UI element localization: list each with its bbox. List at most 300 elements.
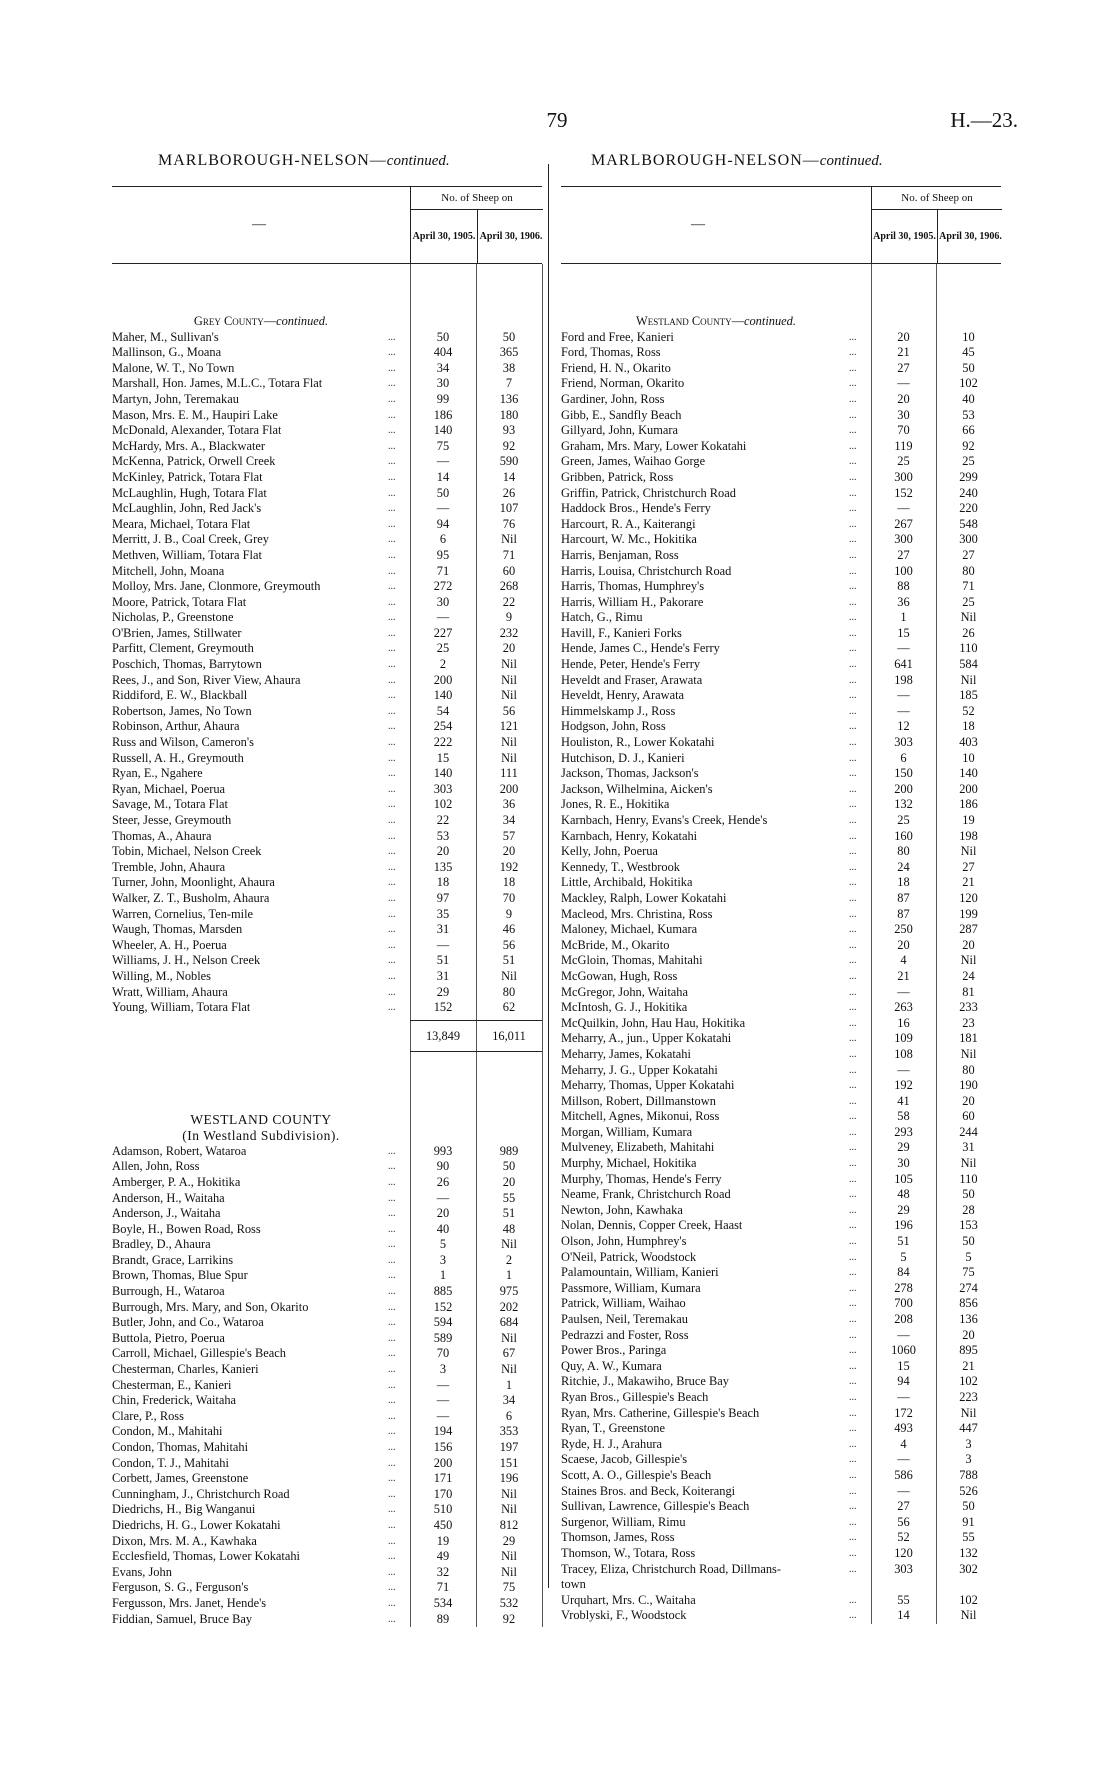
leader-dots: ... [388,1002,396,1014]
value-1905: 35 [436,906,450,921]
value-1905: — [897,1483,910,1498]
leader-dots: ... [388,1208,396,1220]
value-1905: 30 [897,407,910,422]
leader-dots: ... [388,1301,396,1313]
value-1905: — [436,1408,450,1423]
row-name: Ryan, T., Greenstone [561,1421,665,1436]
leader-dots: ... [388,1410,396,1422]
leader-dots: ... [388,1254,396,1266]
row-name: Russ and Wilson, Cameron's [112,735,254,750]
value-1905: 22 [436,813,450,827]
westland-continued-heading [561,314,871,330]
table-row [561,907,1001,923]
value-1906: 70 [502,890,516,905]
leader-dots: ... [849,1345,857,1357]
value-1905: 53 [436,828,450,843]
table-row [561,345,1001,361]
table-row [112,1502,542,1518]
value-1905: 510 [433,1502,453,1517]
table-row [112,376,542,392]
row-name: Martyn, John, Teremakau [112,391,239,406]
table-row [112,922,542,938]
row-name: Gillyard, John, Kumara [561,423,678,438]
value-1905: 14 [436,469,450,484]
value-1906: 20 [962,1093,975,1108]
row-name: Heveldt, Henry, Arawata [561,688,685,703]
value-1906: 26 [502,485,516,500]
value-1905: 200 [894,781,913,796]
value-1906: 140 [959,766,978,781]
value-1905: 156 [433,1440,453,1454]
leader-dots: ... [388,1457,396,1469]
value-1906: 34 [502,813,516,827]
value-1906: 28 [962,1202,975,1217]
table-row [561,517,1001,533]
row-name: Ryan Bros., Gillespie's Beach [561,1389,709,1404]
value-1906: Nil [501,750,517,765]
leader-dots: ... [849,1220,857,1232]
leader-dots: ... [849,347,857,359]
row-name: Anderson, H., Waitaha [112,1190,225,1205]
table-row [561,1328,1001,1344]
value-1906: 268 [499,579,519,594]
value-1905: 71 [436,563,450,578]
value-1906: 200 [959,781,978,796]
row-name: Macleod, Mrs. Christina, Ross [561,906,713,921]
leader-dots: ... [849,877,857,889]
leader-dots: ... [388,1364,396,1376]
table-row [112,1596,542,1612]
table-row [561,1312,1001,1328]
value-1906: 27 [962,547,975,562]
leader-dots: ... [849,674,857,686]
leader-dots: ... [388,1332,396,1344]
table-row [112,813,542,829]
table-row [561,610,1001,626]
table-row [561,595,1001,611]
leader-dots: ... [849,1064,857,1076]
row-name: Harris, Benjaman, Ross [561,547,679,562]
table-row [112,969,542,985]
value-1906: 895 [959,1343,978,1358]
value-1906: 55 [502,1190,516,1205]
table-row [112,673,542,689]
leader-dots: ... [388,487,396,499]
table-row [112,517,542,533]
row-name: Power Bros., Paringa [561,1343,667,1358]
leader-dots: ... [849,1282,857,1294]
value-1905: — [436,937,450,952]
row-name: McKinley, Patrick, Totara Flat [112,469,263,484]
report-reference: H.—23. [950,108,1018,132]
row-name: Diedrichs, H. G., Lower Kokatahi [112,1517,281,1532]
value-1905: 20 [897,391,910,406]
row-name: Parfitt, Clement, Greymouth [112,641,254,656]
row-name: Harcourt, R. A., Kaiterangi [561,516,696,531]
value-1905: 6 [439,532,447,547]
table-row [112,891,542,907]
value-1906: Nil [501,532,517,547]
value-1905: 160 [894,828,913,843]
row-name: Russell, A. H., Greymouth [112,750,244,765]
value-1906: 121 [499,719,519,734]
row-name: Passmore, William, Kumara [561,1280,701,1295]
value-1906: 151 [499,1455,519,1470]
value-1905: 52 [897,1530,910,1545]
table-row [561,1452,1001,1468]
value-1906: Nil [501,1564,517,1579]
row-name: Merritt, J. B., Coal Creek, Grey [112,532,269,547]
value-1905: 31 [436,968,450,983]
value-1906: 50 [962,360,975,375]
row-name: Diedrichs, H., Big Wanganui [112,1502,256,1517]
value-1906: 110 [959,1171,978,1186]
value-1906: 233 [959,1000,978,1015]
row-name: Anderson, J., Waitaha [112,1206,221,1221]
table-row [561,564,1001,580]
row-name: Harris, Thomas, Humphrey's [561,579,705,594]
leader-dots: ... [388,425,396,437]
leader-dots: ... [849,425,857,437]
table-row [112,844,542,860]
value-1906: 1 [505,1268,513,1283]
grey-total-1905: 13,849 [425,1028,461,1043]
table-row [561,1016,1001,1032]
value-1906: Nil [960,1608,977,1623]
value-1906: 26 [962,625,975,640]
value-1906: 71 [962,579,975,594]
value-1905: 263 [894,1000,913,1015]
value-1906: 548 [959,516,978,531]
row-name: Paulsen, Neil, Teremakau [561,1312,688,1326]
value-1905: 594 [433,1315,453,1330]
value-1906: 153 [959,1218,978,1233]
leader-dots: ... [849,1329,857,1341]
row-name: McGregor, John, Waitaha [561,984,688,999]
value-1906: 50 [502,329,516,344]
value-1905: 534 [433,1595,453,1610]
value-1906: 584 [959,657,978,672]
leader-dots: ... [849,1485,857,1497]
value-1906: 93 [502,423,516,438]
value-1905: 186 [433,407,453,422]
table-row [112,1549,542,1565]
row-name: Harcourt, W. Mc., Hokitika [561,532,697,547]
leader-dots: ... [388,799,396,811]
row-name: Jones, R. E., Hokitika [561,797,670,812]
row-name: Chin, Frederick, Waitaha [112,1393,237,1408]
value-1906: 136 [499,391,519,406]
table-row [112,1191,542,1207]
row-name: Williams, J. H., Nelson Creek [112,953,261,968]
value-1906: 36 [502,797,516,812]
table-row [561,1562,1001,1578]
table-row [112,985,542,1001]
row-name: Evans, John [112,1564,172,1579]
value-1905: 254 [433,719,453,734]
table-row [112,1580,542,1596]
table-row [561,797,1001,813]
row-name: Methven, William, Totara Flat [112,547,262,562]
value-1906: 6 [505,1408,513,1423]
value-1906: 71 [502,547,516,562]
leader-dots: ... [849,1142,857,1154]
leader-dots: ... [849,939,857,951]
value-1906: 50 [962,1234,975,1249]
row-name: Palamountain, William, Kanieri [561,1265,719,1280]
table-row [112,1315,542,1331]
value-1905: — [897,1389,910,1404]
table-row [112,454,542,470]
value-1905: 200 [433,672,453,687]
value-1906: 299 [959,469,978,484]
row-name: Scott, A. O., Gillespie's Beach [561,1467,712,1482]
table-row [112,751,542,767]
leader-dots: ... [849,1563,857,1575]
leader-dots: ... [849,1547,857,1559]
table-row [112,1565,542,1581]
table-row [112,1159,542,1175]
table-row [112,392,542,408]
value-1905: 80 [897,844,910,859]
row-name: Meara, Michael, Totara Flat [112,516,251,531]
leader-dots: ... [388,1613,396,1625]
value-1905: — [897,1327,910,1342]
table-row [112,1440,542,1456]
table-row [561,1203,1001,1219]
leader-dots: ... [388,1176,396,1188]
value-1906: 447 [959,1421,978,1436]
row-name: Mitchell, Agnes, Mikonui, Ross [561,1109,720,1124]
table-row [112,626,542,642]
value-1905: 450 [433,1517,453,1532]
value-1905: 54 [436,703,450,718]
value-1906: 232 [499,625,519,640]
leader-dots: ... [849,1423,857,1435]
value-1905: — [897,1452,910,1467]
table-row [112,579,542,595]
right-title-main: MARLBOROUGH-NELSON— [591,152,820,169]
table-row [561,501,1001,517]
table-row [561,875,1001,891]
table-row [112,548,542,564]
table-row [112,719,542,735]
row-name: Burrough, H., Wataroa [112,1284,225,1299]
row-name: Warren, Cornelius, Ten-mile [112,906,254,921]
right-title [591,152,883,170]
value-1905: 41 [897,1093,910,1108]
row-name: Karnbach, Henry, Evans's Creek, Hende's [561,813,768,827]
row-name: Gardiner, John, Ross [561,391,665,406]
leader-dots: ... [849,846,857,858]
table-row [112,1487,542,1503]
row-name: Thomson, W., Totara, Ross [561,1545,696,1560]
value-1906: 353 [499,1424,519,1439]
westland-county-rows [112,1144,542,1627]
row-name: O'Neil, Patrick, Woodstock [561,1249,697,1264]
value-1906: 5 [965,1249,972,1264]
leader-dots: ... [849,970,857,982]
table-row [561,1109,1001,1125]
table-row [561,1515,1001,1531]
leader-dots: ... [849,596,857,608]
value-1905: 49 [436,1549,450,1564]
leader-dots: ... [849,1376,857,1388]
leader-dots: ... [849,1501,857,1513]
leader-dots: ... [388,939,396,951]
table-row [561,1187,1001,1203]
value-1905: 1060 [891,1343,916,1358]
row-name: Meharry, Thomas, Upper Kokatahi [561,1078,735,1093]
value-1906: 57 [502,828,516,843]
table-row [561,719,1001,735]
row-name: Tremble, John, Ahaura [112,859,226,874]
leader-dots: ... [388,861,396,873]
table-row [112,704,542,720]
value-1905: 32 [436,1564,450,1579]
row-name: McDonald, Alexander, Totara Flat [112,423,282,438]
value-1905: 87 [897,906,910,921]
value-1905: 19 [436,1533,450,1548]
leader-dots: ... [388,1535,396,1547]
value-1906: 102 [959,1374,978,1389]
row-name: Condon, T. J., Mahitahi [112,1455,229,1470]
value-1905: 641 [894,657,913,672]
leader-dots: ... [388,1379,396,1391]
value-1905: 3 [439,1252,447,1267]
leader-dots: ... [388,393,396,405]
leader-dots: ... [388,1223,396,1235]
value-1906: 40 [962,391,975,406]
table-row [112,1237,542,1253]
row-name: Ecclesfield, Thomas, Lower Kokatahi [112,1549,300,1564]
table-row [561,1530,1001,1546]
row-name: Brown, Thomas, Blue Spur [112,1268,248,1283]
table-row [112,1424,542,1440]
row-name: Fergusson, Mrs. Janet, Hende's [112,1595,267,1610]
leader-dots: ... [849,1610,857,1622]
row-name: Murphy, Thomas, Hende's Ferry [561,1171,722,1186]
leader-dots: ... [849,815,857,826]
left-table-body [112,264,542,1627]
leader-dots: ... [849,1594,857,1606]
value-1906: 788 [959,1467,978,1482]
value-1905: 71 [436,1580,450,1595]
row-name: Walker, Z. T., Busholm, Ahaura [112,890,270,905]
left-vline-3 [542,264,543,1627]
row-name: Condon, Thomas, Mahitahi [112,1440,249,1454]
leader-dots: ... [849,1516,857,1528]
leader-dots: ... [388,752,396,764]
row-name: Vroblyski, F., Woodstock [561,1608,687,1623]
row-name: Allen, John, Ross [112,1159,200,1174]
value-1906: 202 [499,1299,519,1314]
row-name: Surgenor, William, Rimu [561,1514,686,1529]
value-1906: 92 [502,1611,516,1626]
table-row [561,392,1001,408]
value-1905: 5 [439,1237,447,1252]
value-1905: 12 [897,719,910,734]
table-row [112,1534,542,1550]
leader-dots: ... [388,1566,396,1578]
right-title-suffix: continued. [819,153,883,169]
row-name: O'Brien, James, Stillwater [112,625,242,640]
leader-dots: ... [849,409,857,421]
leader-dots: ... [849,721,857,733]
table-row [561,1343,1001,1359]
row-name: Little, Archibald, Hokitika [561,875,693,890]
leader-dots: ... [388,1270,396,1282]
value-1906: 80 [962,563,975,578]
value-1905: 55 [897,1592,910,1607]
table-row [112,1346,542,1362]
value-1906: 24 [962,968,975,983]
value-1906: 34 [502,1393,516,1408]
value-1905: 105 [894,1171,913,1186]
table-row [112,1471,542,1487]
value-1906: 526 [959,1483,978,1498]
value-1905: — [897,641,910,656]
value-1906: 25 [962,454,975,469]
value-1906: 200 [499,781,519,796]
row-name: Friend, H. N., Okarito [561,360,671,375]
leader-dots: ... [849,1111,857,1123]
leader-dots: ... [388,1395,396,1407]
value-1906: 2 [505,1252,513,1267]
row-name: Rees, J., and Son, River View, Ahaura [112,672,301,687]
row-name: McIntosh, G. J., Hokitika [561,1000,688,1015]
value-1905: 885 [433,1284,453,1299]
right-table-header [561,186,1001,264]
leader-dots: ... [388,970,396,982]
leader-dots: ... [388,815,396,826]
row-name: Ryan, Mrs. Catherine, Gillespie's Beach [561,1405,760,1420]
table-row [112,1000,542,1016]
leader-dots: ... [849,892,857,904]
table-row [561,1468,1001,1484]
row-name: Gribben, Patrick, Ross [561,469,674,484]
value-1906: 812 [499,1517,519,1532]
table-row [561,1094,1001,1110]
value-1905: 303 [433,781,453,796]
row-name: Hende, James C., Hende's Ferry [561,641,720,656]
leader-dots: ... [388,534,396,546]
table-row [561,1390,1001,1406]
row-name: Ryde, H. J., Arahura [561,1436,663,1451]
value-1905: 25 [897,454,910,469]
row-name: Griffin, Patrick, Christchurch Road [561,485,736,500]
value-1905: 119 [894,438,913,453]
leader-dots: ... [849,612,857,624]
leader-dots: ... [388,1192,396,1204]
row-name: Newton, John, Kawhaka [561,1202,683,1217]
row-name: Poschich, Thomas, Barrytown [112,657,262,672]
value-1905: 108 [894,1046,913,1061]
value-1906: 20 [962,1327,975,1342]
table-row [112,345,542,361]
row-name: Friend, Norman, Okarito [561,376,685,391]
westland-continued-title: Westland County— [636,314,744,328]
westland-continued-rows [561,330,1001,1624]
value-1905: 135 [433,859,453,874]
row-name: Moore, Patrick, Totara Flat [112,594,247,609]
value-1905: 208 [894,1312,913,1326]
table-row [112,829,542,845]
leader-dots: ... [388,581,396,593]
value-1905: 267 [894,516,913,531]
value-1906: 181 [959,1031,978,1046]
value-1905: 21 [897,968,910,983]
